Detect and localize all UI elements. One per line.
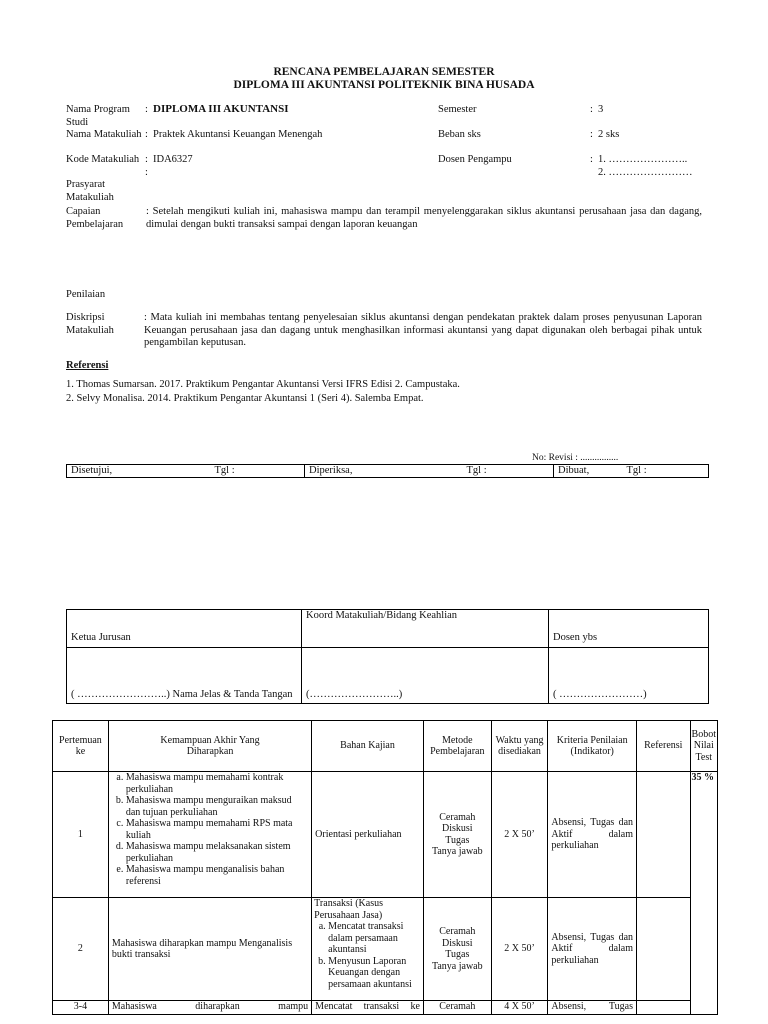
checked-label: Diperiksa, [309,465,353,476]
code-label: Kode Matakuliah [66,154,140,165]
meeting-number: 2 [53,898,109,1001]
outcome-value: : Setelah mengikuti kuliah ini, mahasiswa mampu dan terampil menyelenggarakan siklus akuntansi perusahaan jasa dan dagang, dimulai dengan bukti transaksi sampai dengan laporan keuangan [146,206,702,230]
semester-colon: : [590,104,593,115]
method-item: Tanya jawab [431,960,483,972]
table-row [53,1001,718,1015]
weight-header: Bobot Nilai Test [690,721,717,772]
prereq-colon: : [145,167,148,178]
material-cell [312,898,424,1001]
reference-item: 1. Thomas Sumarsan. 2017. Praktikum Pengantar Akuntansi Versi IFRS Edisi 2. Campustaka. [66,379,460,390]
method-item: Ceramah [439,811,476,823]
signature-table [66,609,709,704]
table-row [53,898,718,1001]
meeting-number: 3-4 [53,1001,109,1015]
method-item: Ceramah [439,926,476,937]
meeting-header: Pertemuan ke [53,721,109,772]
head-of-dept-label: Ketua Jurusan [71,631,131,643]
checked-date: Tgl : [466,465,487,476]
lecturer-colon: : [590,154,593,165]
table-row [53,772,718,898]
approval-table [66,464,709,478]
program-label: Nama Program Studi [66,104,130,128]
lecturer-sign-cell [549,610,709,648]
ability-cell: Mahasiswa diharapkan mampu [108,1001,311,1015]
coordinator-label: Koord Matakuliah/Bidang Keahlian [306,610,458,621]
material-cell: Mencatat transaksi ke [312,1001,424,1015]
material-header: Bahan Kajian [312,721,424,772]
time-cell: 4 X 50’ [491,1001,548,1015]
time-header: Waktu yang disediakan [491,721,548,772]
material-cell: Orientasi perkuliahan [312,772,424,898]
made-date: Tgl : [626,465,647,476]
lecturer-2: 2. …………………… [598,167,693,178]
method-cell [423,772,491,898]
list-item: a. Mahasiswa mampu memahami kontrak perkuliahan [126,772,308,795]
method-item: Tugas [445,834,470,846]
signature-line: (……………………..) [302,648,549,704]
document-title: RENCANA PEMBELAJARAN SEMESTER [273,66,495,78]
reference-cell [637,1001,691,1015]
time-cell: 2 X 50’ [491,772,548,898]
method-item: Diskusi [442,937,473,949]
reference-cell [637,898,691,1001]
method-item: Tanya jawab [431,846,483,857]
list-item: b. Menyusun Laporan Keuangan dengan persamaan akuntansi [328,956,421,991]
list-item: a. Mencatat transaksi dalam persamaan akuntansi [328,921,421,956]
signature-line: ( ……………………) [549,648,709,704]
method-item: Tugas [445,949,470,960]
code-colon: : [145,154,148,165]
ability-cell [108,772,311,898]
criteria-cell: Absensi, Tugas dan Aktif dalam perkuliahan [548,772,637,898]
method-cell: Ceramah [423,1001,491,1015]
semester-value: 3 [598,104,604,115]
method-cell [423,898,491,1001]
references-heading: Referensi [66,360,109,371]
ability-cell: Mahasiswa diharapkan mampu Menganalisis bukti transaksi [108,898,311,1001]
method-item: Diskusi [442,823,473,834]
checked-cell [305,465,554,478]
course-value: Praktek Akuntansi Keuangan Menengah [153,129,323,140]
coordinator-cell [302,610,549,648]
assessment-label: Penilaian [66,289,106,300]
course-colon: : [145,129,148,140]
revision-number: No: Revisi : ................ [532,453,619,463]
sks-value: 2 sks [598,129,620,140]
meeting-number: 1 [53,772,109,898]
description-label: Diskripsi Matakuliah [66,312,114,336]
ability-header: Kemampuan Akhir Yang Diharapkan [108,721,311,772]
made-label: Dibuat, [558,465,590,476]
criteria-cell: Absensi, Tugas [548,1001,637,1015]
criteria-cell: Absensi, Tugas dan Aktif dalam perkuliahan [548,898,637,1001]
reference-cell [637,772,691,898]
lecturer-label: Dosen Pengampu [438,154,512,165]
prereq-label: Prasyarat Matakuliah [66,179,114,203]
lecturer-sign-label: Dosen ybs [553,631,598,643]
head-of-dept-cell [67,610,302,648]
semester-label: Semester [438,104,477,115]
criteria-header: Kriteria Penilaian (Indikator) [548,721,637,772]
signature-line: ( ……………………..) Nama Jelas & Tanda Tangan [67,648,302,704]
program-colon: : [145,104,148,115]
schedule-header-row [53,721,718,772]
description-value: : Mata kuliah ini membahas tentang penyelesaian siklus akuntansi dengan pendekatan praktek dalam proses penyusunan Laporan Keuangan perusahaan jasa dan dagang untuk menghasilkan informasi akuntansi yang dapat digunakan oleh berbagai pihak untuk pengambilan keputusan. [144,312,702,348]
code-value: IDA6327 [153,154,193,165]
document-subtitle: DIPLOMA III AKUNTANSI POLITEKNIK BINA HUSADA [233,79,535,91]
reference-item: 2. Selvy Monalisa. 2014. Praktikum Pengantar Akuntansi 1 (Seri 4). Salemba Empat. [66,393,424,404]
weight-cell: 35 % [690,772,717,1015]
course-label: Nama Matakuliah [66,129,142,140]
sks-colon: : [590,129,593,140]
lecturer-1: 1. ………………….. [598,154,688,165]
approved-label: Disetujui, [71,465,113,476]
material-title: Transaksi (Kasus Perusahaan Jasa) [314,898,383,921]
made-cell [554,465,709,478]
reference-header: Referensi [637,721,691,772]
schedule-table [52,720,718,1015]
approved-date: Tgl : [214,465,235,476]
list-item: b. Mahasiswa mampu menguraikan maksud dan tujuan perkuliahan [126,795,308,818]
program-value: DIPLOMA III AKUNTANSI [153,103,289,115]
method-header: Metode Pembelajaran [423,721,491,772]
time-cell: 2 X 50’ [491,898,548,1001]
list-item: e. Mahasiswa mampu menganalisis bahan referensi [126,864,308,887]
list-item: d. Mahasiswa mampu melaksanakan sistem perkuliahan [126,841,308,864]
outcome-label: Capaian Pembelajaran [66,206,124,230]
approved-cell [67,465,305,478]
list-item: c. Mahasiswa mampu memahami RPS mata kuliah [126,818,308,841]
sks-label: Beban sks [438,129,481,140]
